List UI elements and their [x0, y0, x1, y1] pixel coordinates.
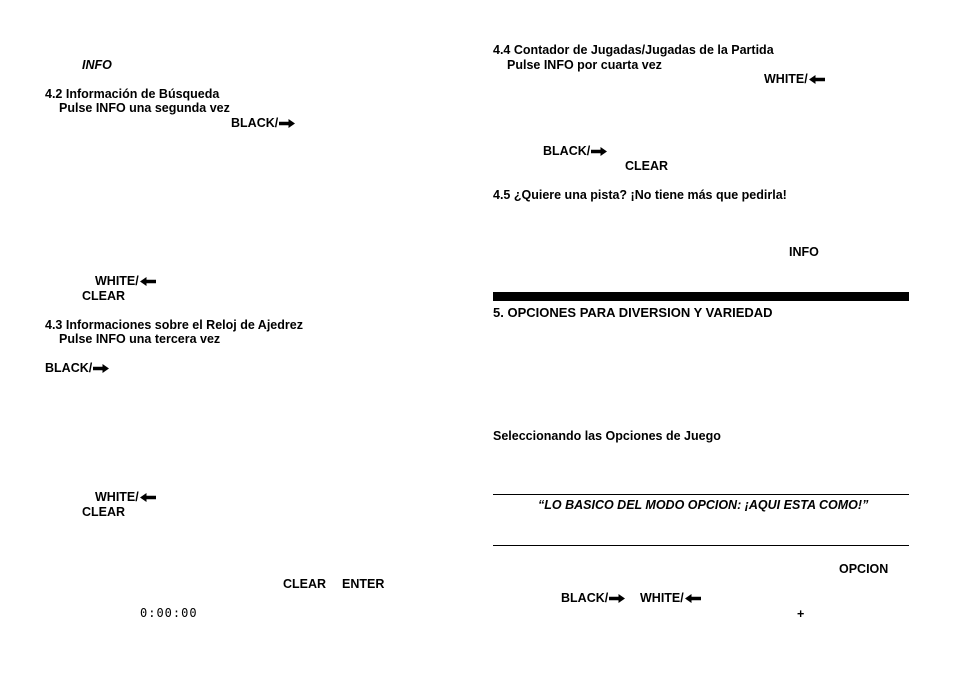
section-4-4-heading: 4.4 Contador de Jugadas/Jugadas de la Partida [493, 43, 774, 57]
section-4-3-heading: 4.3 Informaciones sobre el Reloj de Ajedrez [45, 318, 303, 332]
black-key-label [231, 116, 295, 130]
box-top-rule [493, 494, 909, 495]
info-key-label: INFO [789, 245, 819, 259]
black-text: BLACK/ [231, 116, 279, 130]
black-text: BLACK/ [543, 144, 591, 158]
clear-key-label: CLEAR [82, 505, 126, 519]
section-4-2-heading: 4.2 Información de Búsqueda [45, 87, 220, 101]
right-arrow-icon [279, 119, 295, 128]
white-key-label [95, 274, 156, 288]
section-divider-bar [493, 292, 909, 301]
clear-key-label: CLEAR [82, 289, 126, 303]
section-4-2-instruction: Pulse INFO una segunda vez [59, 101, 230, 115]
clear-key-label: CLEAR [283, 577, 327, 591]
right-arrow-icon [591, 147, 607, 156]
black-key-label [45, 361, 109, 375]
right-arrow-icon [93, 364, 109, 373]
black-key-label [561, 591, 625, 605]
section-4-3-instruction: Pulse INFO una tercera vez [59, 332, 221, 346]
section-4-4-instruction: Pulse INFO por cuarta vez [507, 58, 662, 72]
section-5-subheading: Seleccionando las Opciones de Juego [493, 429, 721, 443]
clear-key-label: CLEAR [625, 159, 669, 173]
white-key-label [764, 72, 825, 86]
plus-sign: + [797, 607, 805, 621]
black-text: BLACK/ [45, 361, 93, 375]
white-text: WHITE/ [764, 72, 808, 86]
white-text: WHITE/ [95, 490, 139, 504]
black-key-label [543, 144, 607, 158]
white-text: WHITE/ [640, 591, 684, 605]
right-arrow-icon [609, 594, 625, 603]
white-key-label [640, 591, 701, 605]
white-text: WHITE/ [95, 274, 139, 288]
left-arrow-icon [809, 75, 825, 84]
enter-key-label: ENTER [342, 577, 385, 591]
section-5-heading: 5. OPCIONES PARA DIVERSION Y VARIEDAD [493, 305, 773, 320]
left-arrow-icon [685, 594, 701, 603]
opcion-key-label: OPCION [839, 562, 889, 576]
boxed-title: “LO BASICO DEL MODO OPCION: ¡AQUI ESTA COMO!” [538, 498, 869, 512]
left-arrow-icon [140, 277, 156, 286]
left-arrow-icon [140, 493, 156, 502]
white-key-label [95, 490, 156, 504]
box-bottom-rule [493, 545, 909, 546]
info-label: INFO [82, 58, 112, 72]
section-4-5-heading: 4.5 ¿Quiere una pista? ¡No tiene más que pedirla! [493, 188, 787, 202]
clock-display: 0:00:00 [140, 606, 198, 620]
black-text: BLACK/ [561, 591, 609, 605]
